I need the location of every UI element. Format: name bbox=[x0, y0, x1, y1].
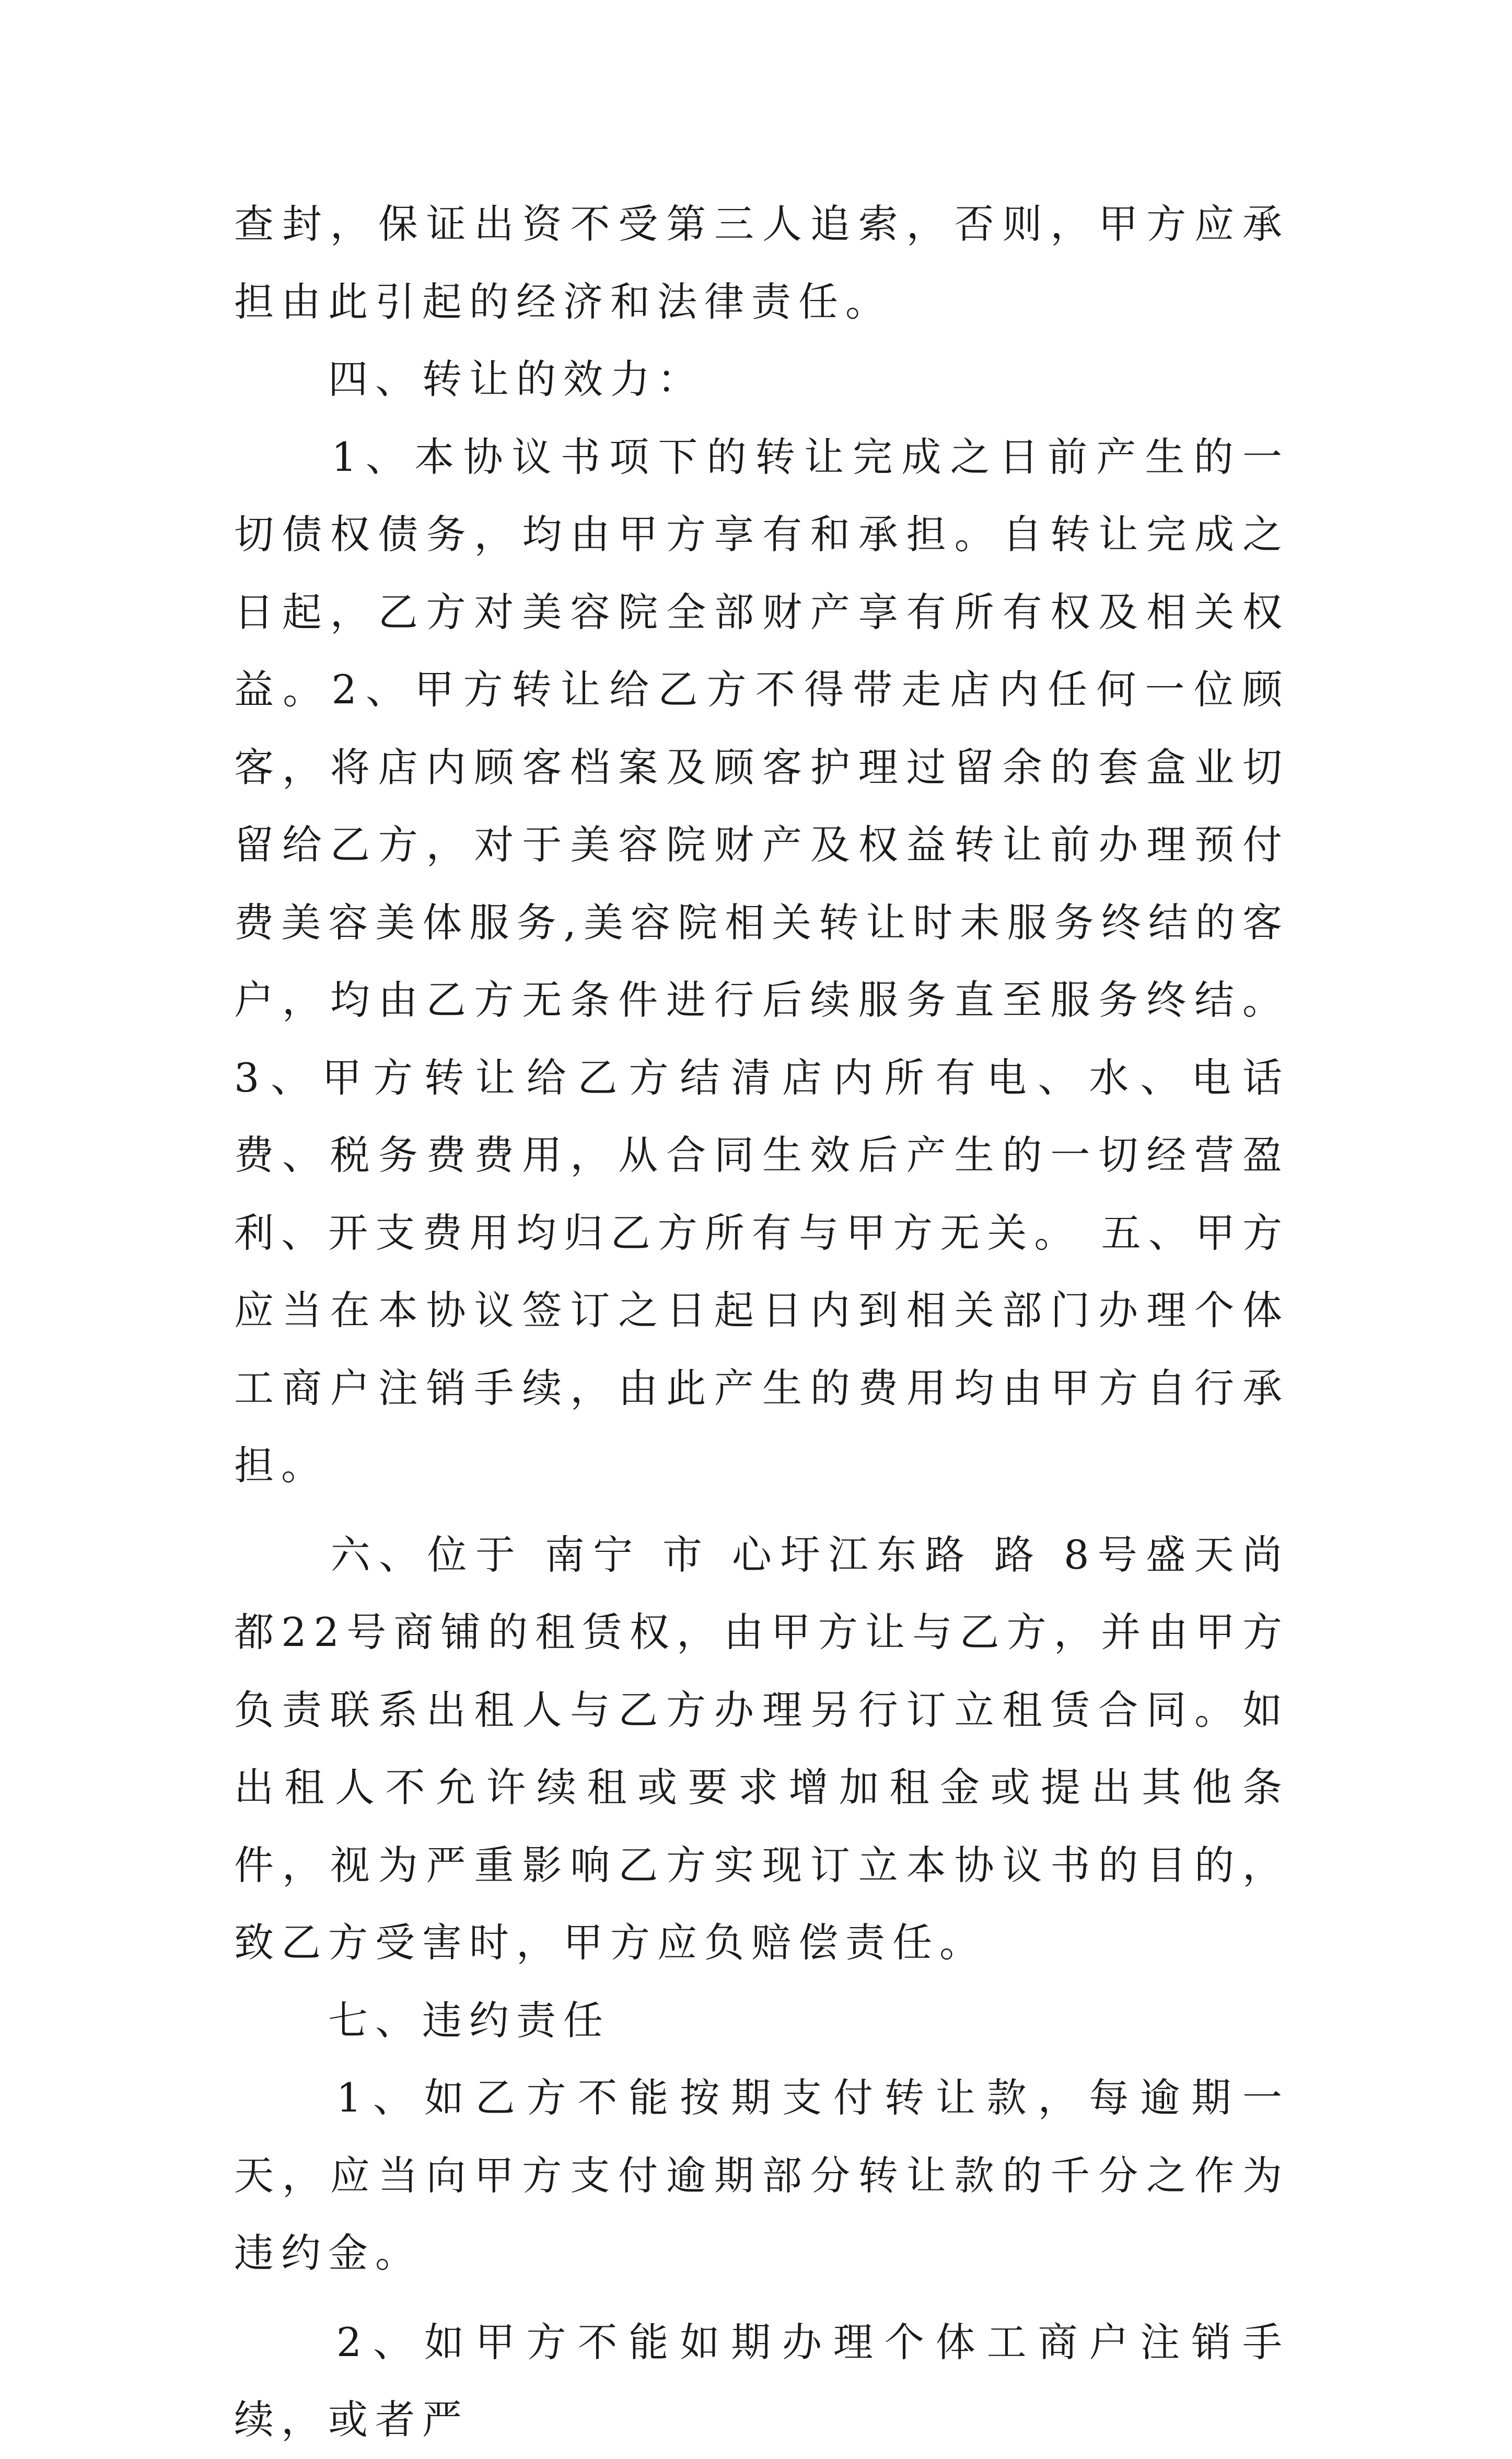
heading-transfer-effect: 四、转让的效力： bbox=[234, 356, 704, 402]
paragraph-liability-end: 查封，保证出资不受第三人追索，否则，甲方应承担由此引起的经济和法律责任。 bbox=[234, 201, 1289, 325]
heading-breach-liability: 七、违约责任 bbox=[234, 1997, 610, 2044]
paragraph-lease-right: 六、位于 南宁 市 心圩江东路 路 8号盛天尚都22号商铺的租赁权，由甲方让与乙方，并由甲方负责联系出租人与乙方办理另行订立租赁合同。如出租人不允许续租或要求增加租金或提出其他条件，视为严重影响乙方实现订立本协议书的目的，致乙方受害时，甲方应负赔偿责任。 bbox=[234, 1531, 1289, 1966]
paragraph-transfer-effect: 1、本协议书项下的转让完成之日前产生的一切债权债务，均由甲方享有和承担。自转让完成之日起，乙方对美容院全部财产享有所有权及相关权益。2、甲方转让给乙方不得带走店内任何一位顾客，将店内顾客档案及顾客护理过留余的套盒业切留给乙方，对于美容院财产及权益转让前办理预付费美容美体服务,美容院相关转让时未服务终结的客户，均由乙方无条件进行后续服务直至服务终结。3、甲方转让给乙方结清店内所有电、水、电话费、税务费费用，从合同生效后产生的一切经营盈利、开支费用均归乙方所有与甲方无关。 五、甲方应当在本协议签订之日起日内到相关部门办理个体工商户注销手续，由此产生的费用均由甲方自行承担。 bbox=[234, 433, 1289, 1489]
document-page bbox=[234, 185, 1289, 2459]
paragraph-breach-1: 1、如乙方不能按期支付转让款，每逾期一天，应当向甲方支付逾期部分转让款的千分之作为违约金。 bbox=[234, 2074, 1289, 2276]
paragraph-breach-2: 2、如甲方不能如期办理个体工商户注销手续，或者严 bbox=[234, 2318, 1289, 2443]
